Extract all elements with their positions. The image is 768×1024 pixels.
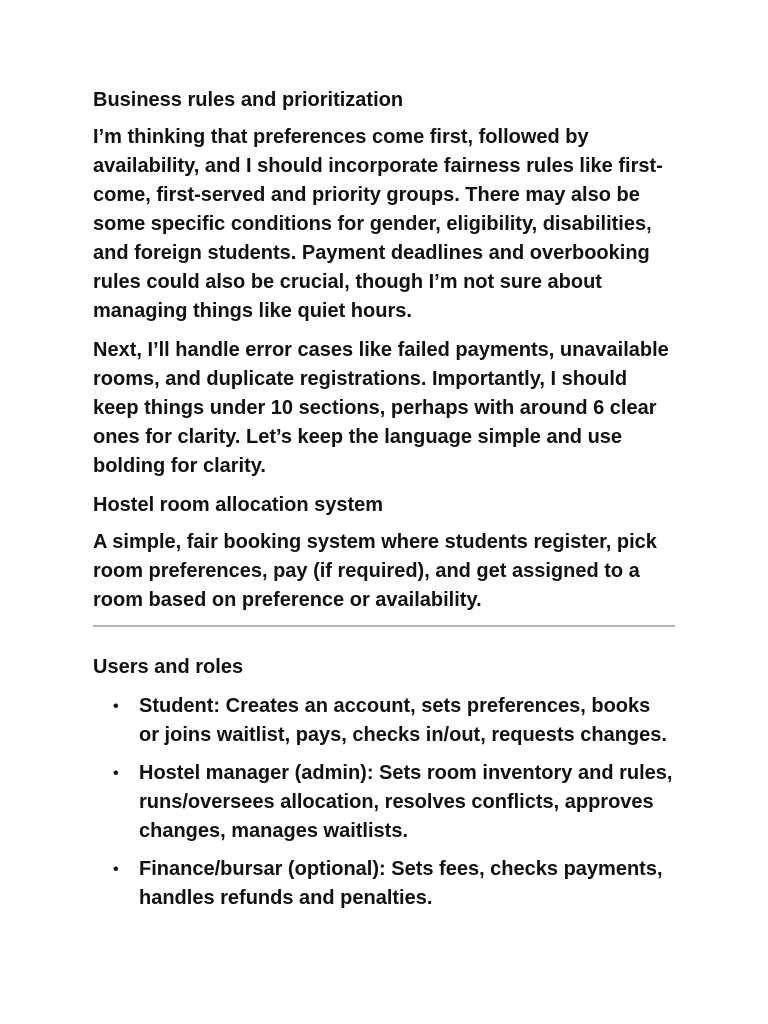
bullet-icon: • [113,861,119,878]
error-cases-paragraph: Next, I’ll handle error cases like failed payments, unavailable rooms, and duplicate registrations. Importantly, I should keep things under 10 sections, perhaps with around 6 clear ones for clarity. Let’s keep the language simple and use bolding for clarity. [93,339,669,477]
role-manager-text: Hostel manager (admin): Sets room inventory and rules, runs/oversees allocation, resolves conflicts, approves changes, manages waitlists. [139,762,673,842]
hostel-description-paragraph: A simple, fair booking system where students register, pick room preferences, pay (if required), and get assigned to a room based on preference or availability. [93,531,657,611]
users-roles-heading: Users and roles [93,656,244,678]
list-item [93,692,675,750]
list-item [93,759,675,846]
roles-list [93,692,675,913]
preferences-paragraph: I’m thinking that preferences come first, followed by availability, and I should incorporate fairness rules like first-come, first-served and priority groups. There may also be some specific conditions for gender, eligibility, disabilities, and foreign students. Payment deadlines and overbooking rules could also be crucial, though I’m not sure about managing things like quiet hours. [93,126,663,322]
role-student-text: Student: Creates an account, sets preferences, books or joins waitlist, pays, checks in/out, requests changes. [139,695,667,746]
bullet-icon: • [113,765,119,782]
business-rules-heading: Business rules and prioritization [93,89,404,111]
list-item [93,855,675,913]
bullet-icon: • [113,698,119,715]
section-divider [93,625,675,627]
role-finance-text: Finance/bursar (optional): Sets fees, checks payments, handles refunds and penalties. [139,858,663,909]
hostel-system-heading: Hostel room allocation system [93,494,384,516]
